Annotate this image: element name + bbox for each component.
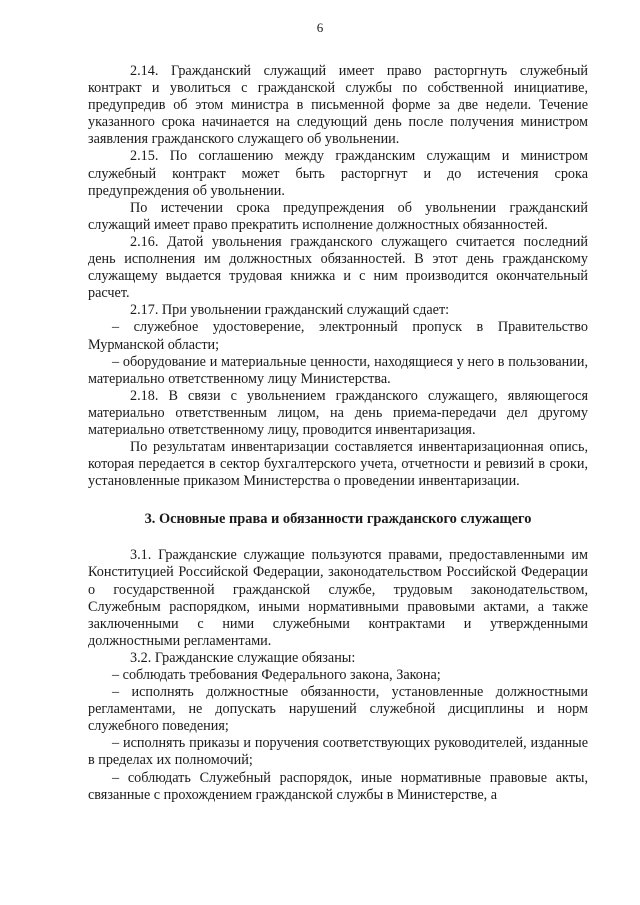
- list-item-paragraph: – служебное удостоверение, электронный пропуск в Правительство Мурманской области;: [88, 319, 588, 353]
- list-item-paragraph: – исполнять приказы и поручения соответствующих руководителей, изданные в пределах их полномочий;: [88, 735, 588, 769]
- paragraph: 2.15. По соглашению между гражданским служащим и министром служебный контракт может быть расторгнут и до истечения срока предупреждения об увольнении.: [88, 148, 588, 199]
- paragraph: 3.1. Гражданские служащие пользуются правами, предоставленными им Конституцией Российской Федерации, законодательством Российской Федерации о государственной гражданской службе, трудовым законодательством, Служебным распорядком, иными нормативными правовыми актами, а также заключенными с ними служебными контрактами и утвержденными должностными регламентами.: [88, 547, 588, 649]
- paragraph: 2.17. При увольнении гражданский служащий сдает:: [130, 302, 450, 319]
- paragraph: 2.18. В связи с увольнением гражданского служащего, являющегося материально ответственным лицом, на день приема-передачи дел другому материально ответственному лицу, проводится инвентаризация.: [88, 387, 588, 438]
- paragraph: 3.2. Гражданские служащие обязаны:: [130, 649, 356, 666]
- document-body: [88, 63, 588, 804]
- paragraph: По истечении срока предупреждения об увольнении гражданский служащий имеет право прекратить исполнение должностных обязанностей.: [88, 199, 588, 233]
- list-item-paragraph: – соблюдать требования Федерального закона, Закона;: [112, 667, 441, 683]
- paragraphs-after-section: [88, 547, 588, 803]
- list-item-paragraph: – соблюдать Служебный распорядок, иные нормативные правовые акты, связанные с прохождением гражданской службы в Министерстве, а: [88, 769, 588, 803]
- paragraph: 2.14. Гражданский служащий имеет право расторгнуть служебный контракт и уволиться с гражданской службы по собственной инициативе, предупредив об этом министра в письменной форме за две недели. Течение указанного срока начинается на следующий день после получения министром заявления гражданского служащего об увольнении.: [88, 63, 588, 148]
- section-heading: 3. Основные права и обязанности гражданского служащего: [144, 511, 532, 528]
- page-number: 6: [316, 20, 324, 35]
- paragraph: 2.16. Датой увольнения гражданского служащего считается последний день исполнения им должностных обязанностей. В этот день гражданскому служащему выдается трудовая книжка и с ним производится окончательный расчет.: [88, 233, 588, 302]
- list-item-paragraph: – исполнять должностные обязанности, установленные должностными регламентами, не допускать нарушений служебной дисциплины и норм служебного поведения;: [88, 684, 588, 735]
- paragraph: По результатам инвентаризации составляется инвентаризационная опись, которая передается в сектор бухгалтерского учета, отчетности и ревизий в сроки, установленные приказом Министерства о проведении инвентаризации.: [88, 439, 588, 490]
- paragraphs-before-section: [88, 63, 588, 490]
- list-item-paragraph: – оборудование и материальные ценности, находящиеся у него в пользовании, материально ответственному лицу Министерства.: [88, 353, 588, 387]
